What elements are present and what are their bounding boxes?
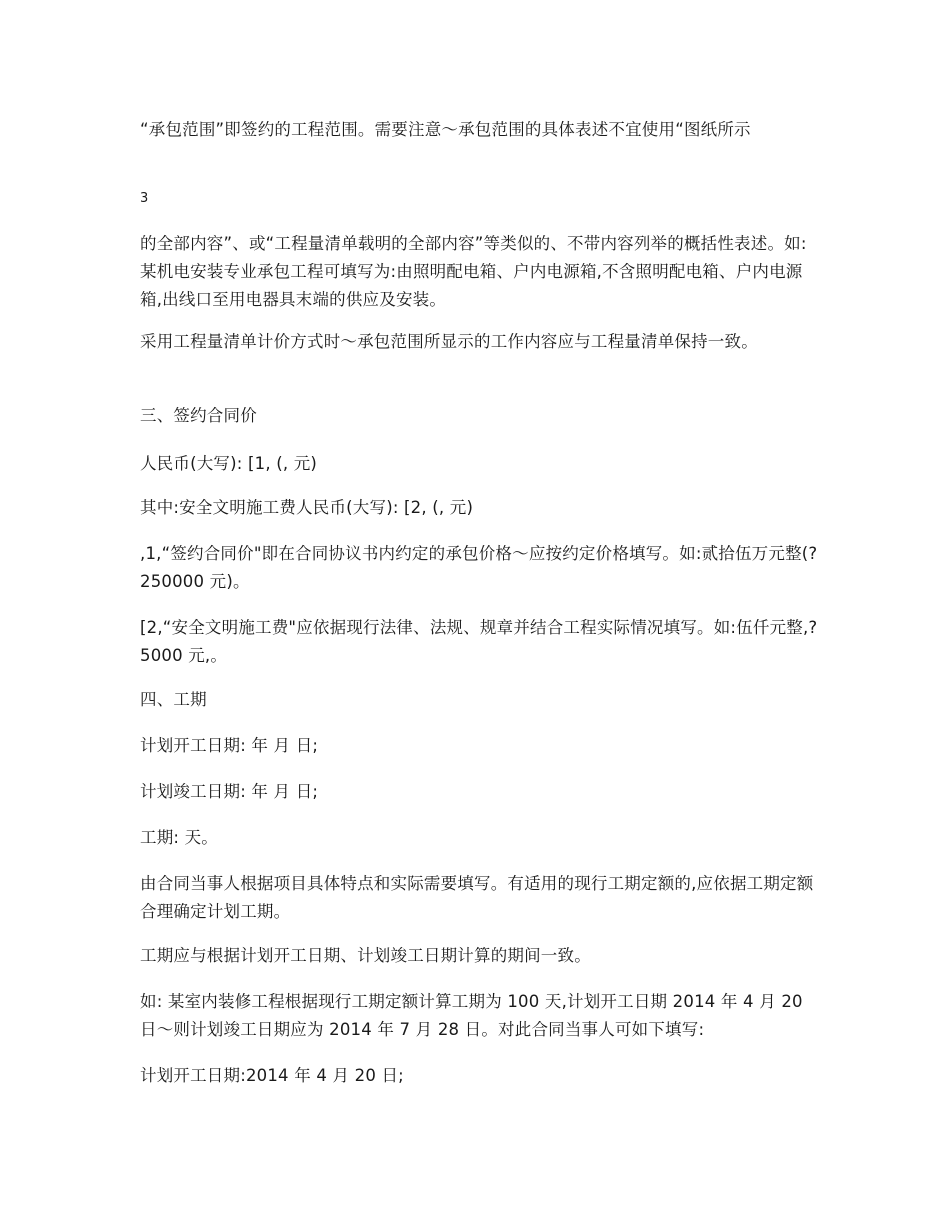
paragraph-safety-fee-amount: 其中:安全文明施工费人民币(大写): [2, (, 元) bbox=[140, 498, 474, 517]
section-heading-contract-price: 三、签约合同价 bbox=[140, 406, 257, 425]
section-heading-duration: 四、工期 bbox=[140, 690, 207, 709]
paragraph-bill-of-quantities: 采用工程量清单计价方式时～承包范围所显示的工作内容应与工程量清单保持一致。 bbox=[140, 332, 758, 351]
paragraph-scope-example: 的全部内容”、或“工程量清单载明的全部内容”等类似的、不带内容列举的概括性表述。如:某机电安装专业承包工程可填写为:由照明配电箱、户内电源箱,不含照明配电箱、户内电源箱,出线口至用电器具末端的供应及安装。 bbox=[140, 234, 807, 309]
field-planned-start-date: 计划开工日期: 年 月 日; bbox=[140, 736, 319, 755]
paragraph-duration-guidance: 由合同当事人根据项目具体特点和实际需要填写。有适用的现行工期定额的,应依据工期定额合理确定计划工期。 bbox=[140, 874, 814, 921]
note-safety-fee: [2,“安全文明施工费"应依据现行法律、法规、规章并结合工程实际情况填写。如:伍仟元整,?5000 元,。 bbox=[140, 618, 818, 665]
page-number: 3 bbox=[140, 191, 149, 206]
field-duration-days: 工期: 天。 bbox=[140, 828, 219, 847]
paragraph-duration-consistency: 工期应与根据计划开工日期、计划竣工日期计算的期间一致。 bbox=[140, 946, 591, 965]
field-planned-completion-date: 计划竣工日期: 年 月 日; bbox=[140, 782, 319, 801]
paragraph-example-start-date: 计划开工日期:2014 年 4 月 20 日; bbox=[140, 1066, 404, 1085]
paragraph-duration-example: 如: 某室内装修工程根据现行工期定额计算工期为 100 天,计划开工日期 2014 年 4 月 20 日～则计划竣工日期应为 2014 年 7 月 28 日。对此合同当事人可如下填写: bbox=[140, 992, 803, 1039]
paragraph-scope-definition: “承包范围”即签约的工程范围。需要注意～承包范围的具体表述不宜使用“图纸所示 bbox=[140, 120, 751, 139]
paragraph-rmb-amount: 人民币(大写): [1, (, 元) bbox=[140, 454, 318, 473]
note-contract-price: ,1,“签约合同价"即在合同协议书内约定的承包价格～应按约定价格填写。如:贰拾伍万元整(?250000 元)。 bbox=[140, 544, 818, 591]
